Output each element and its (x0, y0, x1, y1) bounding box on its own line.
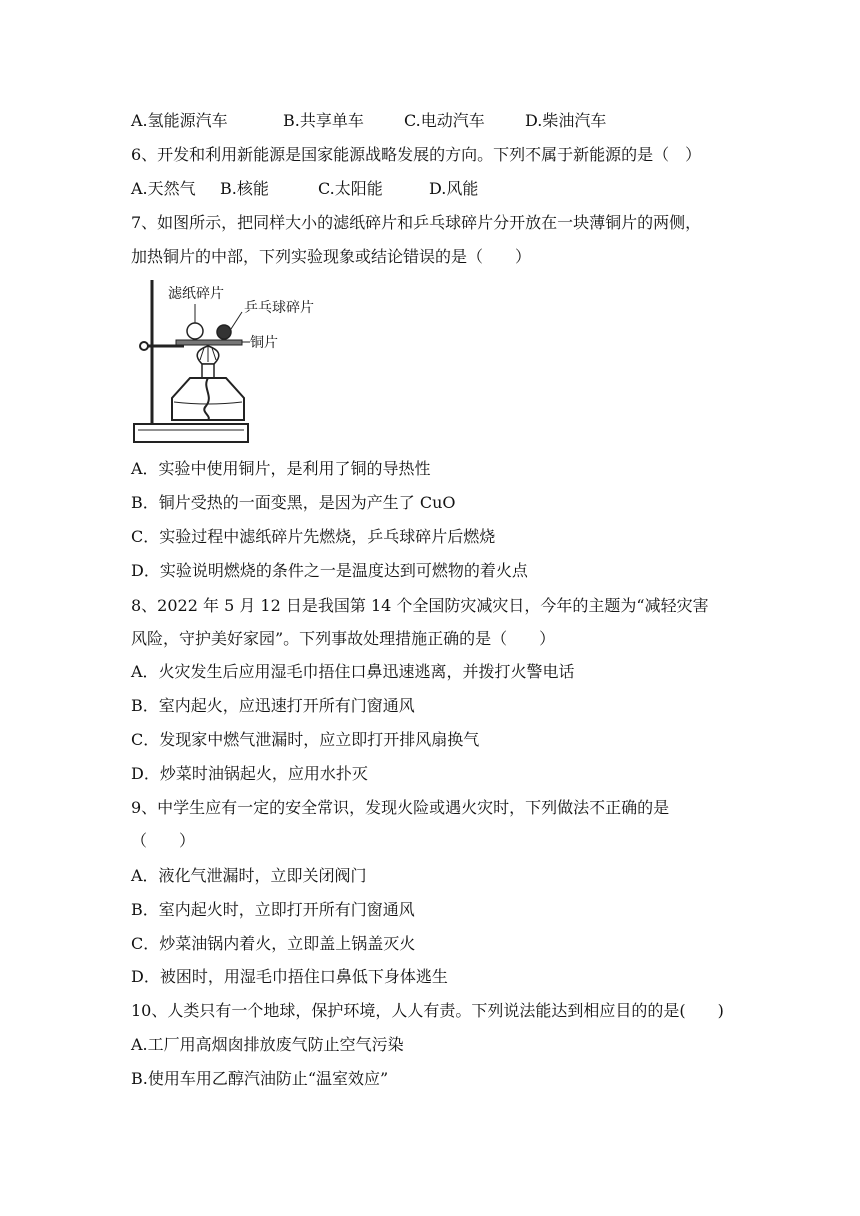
q5-option-c: C.电动汽车 (404, 111, 485, 130)
q7-option-a: A．实验中使用铜片，是利用了铜的导热性 (131, 459, 431, 478)
q5-options (131, 110, 606, 132)
copper-plate (176, 340, 242, 345)
q9-option-b: B．室内起火时，立即打开所有门窗通风 (131, 900, 415, 919)
label-filter-paper: 滤纸碎片 (168, 286, 224, 302)
q8-option-d: D．炒菜时油锅起火，应用水扑灭 (131, 764, 368, 783)
label-copper: 铜片 (250, 335, 278, 351)
q8-option-b: B．室内起火，应迅速打开所有门窗通风 (131, 696, 415, 715)
q9-option-a: A．液化气泄漏时，立即关闭阀门 (131, 866, 367, 885)
q7-stem-line1: 7、如图所示，把同样大小的滤纸碎片和乒乓球碎片分开放在一块薄铜片的两侧， (131, 213, 702, 232)
q7-option-b: B．铜片受热的一面变黑，是因为产生了 CuO (131, 493, 456, 512)
q9-option-c: C．炒菜油锅内着火，立即盖上锅盖灭火 (131, 934, 416, 953)
copper-plate-apparatus-diagram (132, 274, 352, 446)
q5-option-d: D.柴油汽车 (525, 111, 607, 130)
filter-paper-piece (187, 323, 203, 339)
q7-stem-line2: 加热铜片的中部，下列实验现象或结论错误的是（ ） (131, 247, 532, 266)
label-ping-pong: 乒乓球碎片 (244, 300, 314, 316)
q8-stem-line1: 8、2022 年 5 月 12 日是我国第 14 个全国防灾减灾日，今年的主题为“减轻灾害 (131, 596, 709, 615)
q8-option-a: A．火灾发生后应用湿毛巾捂住口鼻迅速逃离，并拨打火警电话 (131, 662, 575, 681)
q10-stem: 10、人类只有一个地球，保护环境，人人有责。下列说法能达到相应目的的是( ) (131, 1001, 724, 1020)
q8-stem-line2: 风险，守护美好家园”。下列事故处理措施正确的是（ ） (131, 629, 556, 648)
q6-option-a: A.天然气 (131, 179, 196, 198)
q6-options (131, 178, 478, 200)
q7-option-d: D．实验说明燃烧的条件之一是温度达到可燃物的着火点 (131, 561, 528, 580)
q5-option-b: B.共享单车 (283, 111, 364, 130)
q10-option-b: B.使用车用乙醇汽油防止“温室效应” (131, 1069, 389, 1088)
q6-option-c: C.太阳能 (318, 179, 383, 198)
q5-option-a: A.氢能源汽车 (131, 111, 228, 130)
ping-pong-piece (217, 325, 231, 339)
q10-option-a: A.工厂用高烟囱排放废气防止空气污染 (131, 1035, 404, 1054)
stand-base (134, 424, 248, 442)
lamp-wick-holder (202, 364, 214, 378)
q7-option-c: C．实验过程中滤纸碎片先燃烧，乒乓球碎片后燃烧 (131, 527, 496, 546)
q8-option-c: C．发现家中燃气泄漏时，应立即打开排风扇换气 (131, 730, 480, 749)
q9-stem-line2: （ ） (131, 831, 196, 850)
q9-option-d: D．被困时，用湿毛巾捂住口鼻低下身体逃生 (131, 967, 448, 986)
q6-stem: 6、开发和利用新能源是国家能源战略发展的方向。下列不属于新能源的是（ ） (131, 145, 702, 164)
q9-stem-line1: 9、中学生应有一定的安全常识，发现火险或遇火灾时，下列做法不正确的是 (131, 798, 670, 817)
q6-option-d: D.风能 (429, 179, 479, 198)
q6-option-b: B.核能 (220, 179, 269, 198)
q7-experiment-figure (132, 274, 352, 446)
